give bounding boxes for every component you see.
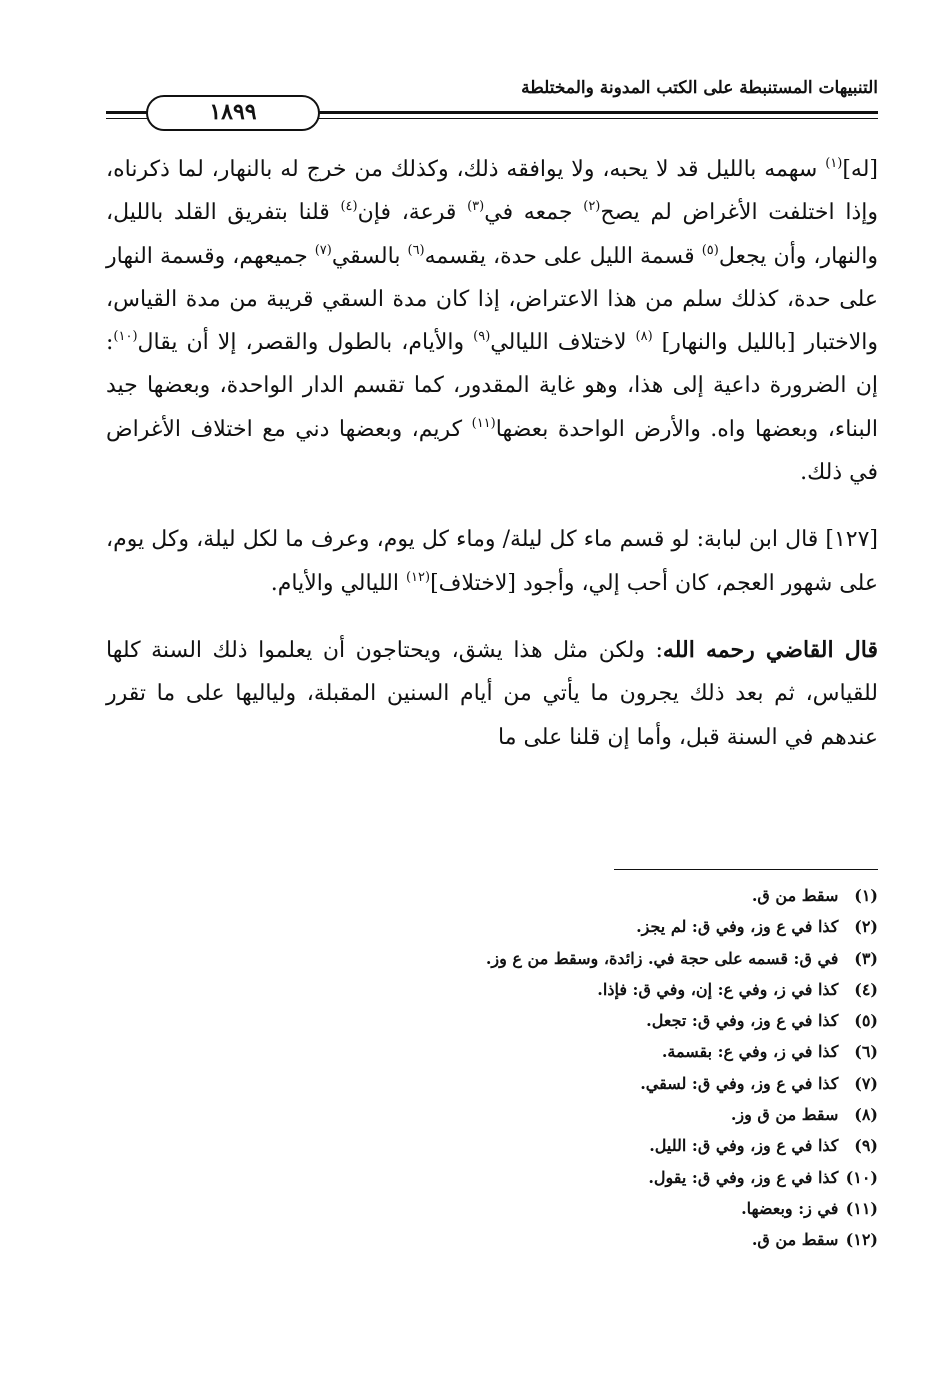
footnote-item (300, 1130, 878, 1161)
footnote-item (300, 911, 878, 942)
footnote-text: كذا في ز، وفي ع: بقسمة. (661, 1042, 839, 1062)
footnote-number: (١٢) (845, 1230, 878, 1250)
paragraph-3 (106, 629, 878, 759)
footnote-marker: (١١) (471, 415, 496, 431)
footnote-marker: (٦) (407, 242, 425, 258)
footnote-number: (٥) (854, 1011, 878, 1031)
footnote-text: كذا في ع وز، وفي ق: يقول. (648, 1167, 839, 1187)
text-span: والأيام، بالطول والقصر، إلا أن يقال (137, 330, 474, 356)
footnote-text: كذا في ز، وفي ع: إن، وفي ق: فإذا. (597, 979, 839, 999)
paragraph-2 (106, 518, 878, 605)
footnote-item (300, 1036, 878, 1067)
footnote-item (300, 974, 878, 1005)
footnote-text: كذا في ع وز، وفي ق: لسقي. (640, 1073, 839, 1093)
footnotes-list (300, 880, 878, 1256)
footnote-text: في ق: قسمه على حجة في. زائدة، وسقط من ع وز. (485, 948, 839, 968)
text-span: جميعهم، وقسمة النهار على حدة، كذلك سلم من هذا الاعتراض، إذا كان مدة السقي قريبة من مدة القياس، والاختبار [بالليل والنهار] (106, 243, 879, 356)
text-span: لاختلاف الليالي (490, 330, 636, 356)
footnote-marker: (٨) (635, 329, 653, 345)
footnote-marker: (١) (825, 156, 843, 171)
text-span: قرعة، فإن (357, 200, 468, 226)
footnote-number: (١) (854, 886, 878, 905)
speaker-lead: قال القاضي رحمه الله (662, 636, 878, 663)
footnote-marker: (١٢) (405, 569, 431, 585)
running-title: التنبيهات المستنبطة على الكتب المدونة والمختلطة (521, 78, 878, 98)
footnote-text: سقط من ق وز. (730, 1105, 839, 1125)
footnote-marker: (٩) (473, 329, 491, 345)
footnote-text: سقط من ق. (751, 886, 839, 905)
main-text (106, 148, 878, 759)
footnote-marker: (٢) (583, 199, 601, 215)
text-span: قسمة الليل على حدة، يقسمه (424, 243, 702, 269)
footnote-item (300, 1224, 878, 1255)
text-span: [١٢٧] قال ابن لبابة: لو قسم ماء كل ليلة/ وماء كل يوم، وعرف ما لكل ليلة، وكل يوم، على شهور العجم، كان أحب إلي، وأجود [لاختلاف] (106, 527, 878, 596)
footnote-marker: (٧) (314, 242, 332, 258)
text-span: كريم، وبعضها دني مع اختلاف الأغراض في ذلك. (106, 416, 878, 486)
text-span: : ولكن مثل هذا يشق، ويحتاجون أن يعلموا ذلك السنة كلها للقياس، ثم بعد ذلك يجرون ما يأتي من أيام السنين المقبلة، ولياليها على ما تقرر عندهم في السنة قبل، وأما إن قلنا على ما (106, 637, 878, 750)
text-span: الليالي والأيام. (270, 570, 406, 596)
footnote-item (300, 1162, 878, 1193)
footnote-marker: (٣) (467, 199, 485, 215)
footnote-number: (١٠) (845, 1167, 878, 1187)
footnote-item (300, 1005, 878, 1036)
footnote-text: كذا في ع وز، وفي ق: الليل. (649, 1136, 839, 1156)
footnote-number: (٣) (854, 948, 878, 968)
footnote-text: في ز: وبعضها. (741, 1198, 839, 1218)
footnote-item (300, 1099, 878, 1130)
footnote-number: (٩) (854, 1136, 878, 1156)
footnote-separator (614, 869, 878, 870)
text-span: [له] (842, 157, 878, 182)
footnote-number: (٨) (854, 1105, 878, 1125)
footnote-item (300, 880, 878, 911)
page-number: ١٨٩٩ (146, 95, 320, 131)
footnote-text: كذا في ع وز، وفي ق: لم يجز. (636, 917, 839, 937)
footnote-text: سقط من ق. (751, 1230, 839, 1250)
page-header (106, 78, 878, 128)
text-span: : إن الضرورة داعية إلى هذا، وهو غاية المقدور، كما تقسم الدار الواحدة، وبعضها جيد البناء، وبعضها واه. والأرض الواحدة بعضها (106, 330, 879, 442)
paragraph-1 (106, 148, 878, 494)
footnote-marker: (٤) (340, 199, 358, 215)
footnote-number: (٢) (854, 917, 878, 937)
text-span: قلنا بتفريق القلد بالليل، والنهار، وأن يجعل (106, 200, 878, 269)
text-span: سهمه بالليل قد لا يحبه، ولا يوافقه ذلك، وكذلك من خرج له بالنهار، لما ذكرناه، وإذا اختلفت الأغراض لم يصح (106, 157, 878, 226)
footnote-marker: (١٠) (113, 329, 138, 345)
footnote-number: (٦) (854, 1042, 878, 1062)
footnote-item (300, 1068, 878, 1099)
footnote-marker: (٥) (701, 242, 719, 258)
text-span: بالسقي (331, 243, 408, 269)
footnote-item (300, 943, 878, 974)
footnote-number: (٧) (854, 1073, 878, 1093)
footnote-text: كذا في ع وز، وفي ق: تجعل. (646, 1011, 839, 1031)
footnote-number: (٤) (854, 979, 878, 999)
footnote-item (300, 1193, 878, 1224)
footnote-number: (١١) (845, 1198, 878, 1218)
text-span: جمعه في (484, 200, 584, 226)
